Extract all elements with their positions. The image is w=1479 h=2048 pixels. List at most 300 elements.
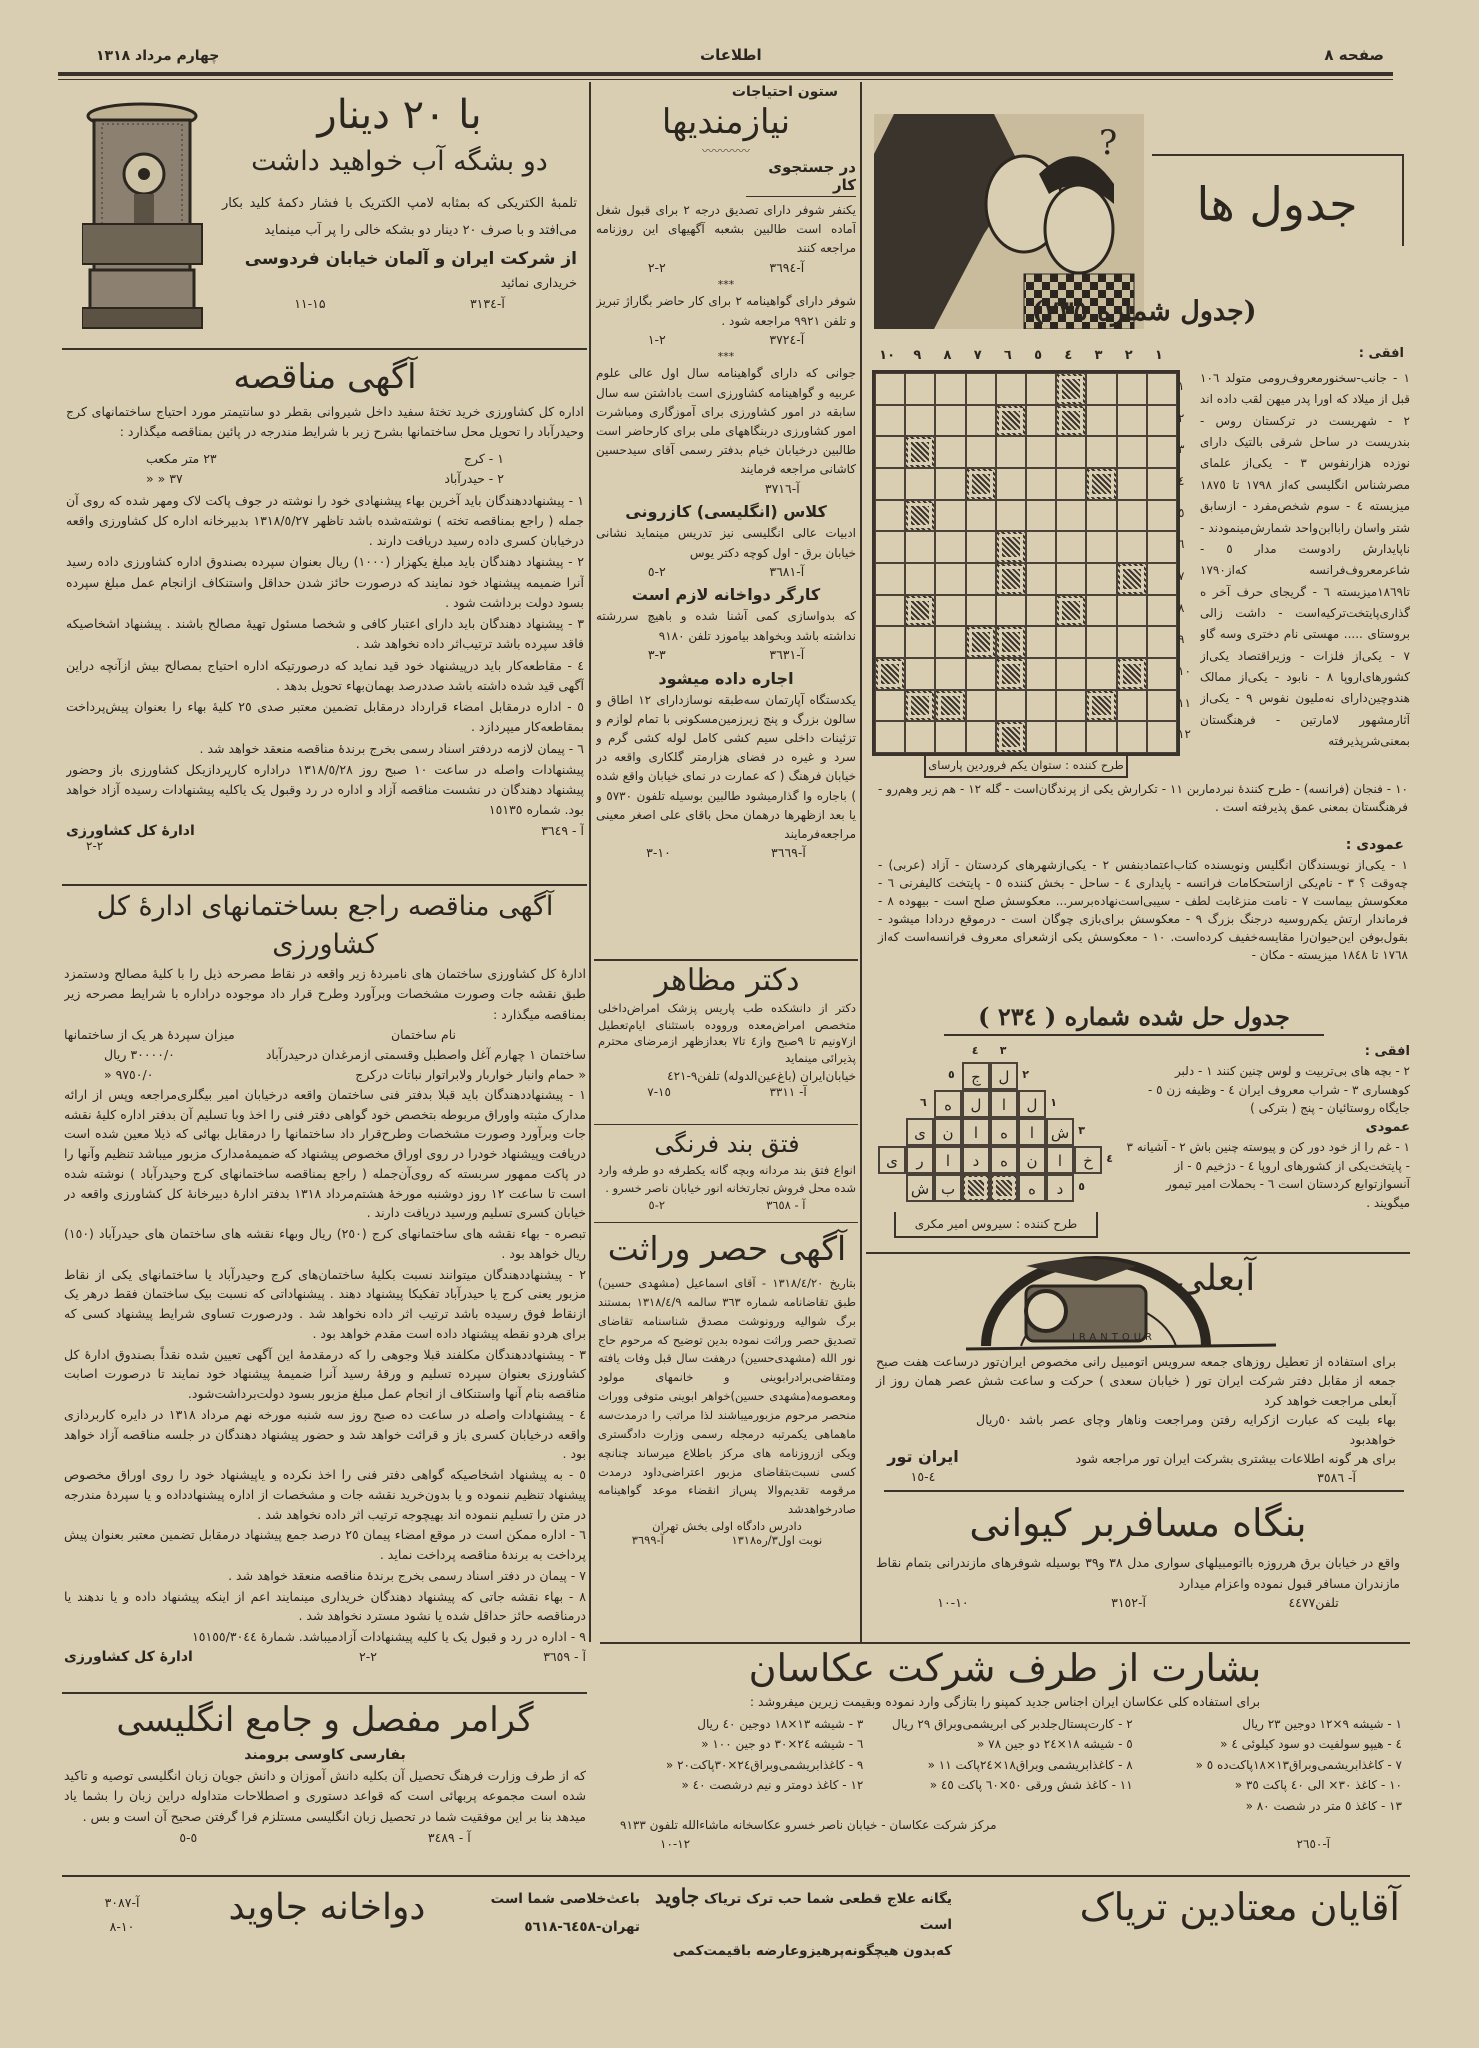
section-rule	[884, 1490, 1404, 1492]
paragraph: ٦ - پیمان لازمه دردفتر اسناد رسمی بخرج برندهٔ مناقصه منعقد خواهد شد .	[199, 740, 584, 756]
crossword-cell[interactable]	[1026, 436, 1056, 468]
crossword-cell[interactable]	[996, 690, 1026, 722]
across-clues-continued: ۱۰ - فنجان (فرانسه) - طرح کنندهٔ نبردماربن ۱۱ - تکرارش یکی از پرندگان‌است - گله ۱۲ - هم زیر وهم‌رو - فرهنگستان بمعنی عمق پذیرفته است .	[878, 782, 1408, 814]
crossword-cell[interactable]	[875, 595, 905, 627]
crossword-cell[interactable]	[875, 626, 905, 658]
crossword-cell[interactable]	[875, 436, 905, 468]
crossword-cell[interactable]	[966, 658, 996, 690]
crossword-cell[interactable]	[1086, 531, 1116, 563]
crossword-cell[interactable]	[875, 531, 905, 563]
paragraph: ۲ - پیشنهاددهندگان میتوانند نسبت بکلیهٔ ساختمان‌های کرج وحیدرآباد یا ساختمانهای یکی از نقاط مزبور یعنی کرج یا حیدرآباد تفکیکا پیشنهاد دهند . پیشنهاداتی که نسبت بیک ساختمان فقط درهر یک ازنقاط فوق رسیده باشد ترتیب اثر داده نخواهد شد . ودرصورت تساوی شرایط پیشنهاد کسی که برای هردو نقطه پیشنهاد داده است مقدم خواهد بود .	[64, 1266, 586, 1341]
svg-text:?: ?	[1099, 123, 1118, 163]
crossword-cell[interactable]	[1147, 658, 1177, 690]
crossword-cell[interactable]	[875, 721, 905, 753]
crossword-black-cell	[1086, 468, 1116, 500]
paragraph: پیشنهادات واصله در ساعت ۱۰ صبح روز ۱۳۱۸/٥/۲۸ دراداره کارپردازیکل کشاورزی باز وحضور پیشنهاد دهندگان در نشست مناقصه آزاد و اداره در رد وقبول یک یاکلیه پیشنهادات رسیده آزاد خواهد بود. شماره ۱٥۱۳٥	[66, 761, 584, 818]
crossword-cell[interactable]	[996, 468, 1026, 500]
across-clues: ۱ - جانب-سخنورمعروف‌رومی متولد ۱۰٦ قبل از میلاد که اورا پدر میهن لقب داده اند ۲ - شهریست در ترکستان روس - بندریست در ساحل شرقی بالتیک دارای نوزده هزارنفوس ۳ - یکی‌از علمای مصرشناس انگلیسی که‌از ۱۷۹۸ تا ۱۸۷٥ میزیسته ٤ - سوم شخص‌مفرد - ازسابق شتر واسان راباابن‌واحد شمارش‌مینمودند - ناپایدارش رادوست مدار ٥ - شاعرمعروف‌فرانسه که‌از۱۷۹۰ تا۱۸٦۹میزیسته ٦ - گریجای حرف آخر ه گذاری‌پایتخت‌ترکیه‌است - داشت زالی بروستای ..... مهستی نام دختری وسه گاو ۷ - یکی‌از فلزات - وزیراقتصاد یکی‌از کشورهای‌اروپا ۸ - نابود - یکی‌از ممالک هندوچین‌دارای نه‌ملیون نفوس ۹ - یکی‌از آثارمشهور لامارتین - فرهنگستان بمعنی‌شرپذیرفته	[1200, 371, 1410, 749]
ad-info: برای هر گونه اطلاعات بیشتری بشرکت ایران تور مراجعه شود	[1075, 1450, 1396, 1466]
column-label: ۱	[1154, 348, 1163, 363]
crossword-cell[interactable]	[905, 405, 935, 437]
ad-address: مرکز شرکت عکاسان - خیابان ناصر خسرو عکاسخانه ماشاءالله تلفون ۹۱۳۳	[620, 1817, 997, 1832]
crossword-cell[interactable]	[1117, 436, 1147, 468]
ad-body: برای استفاده از تعطیل روزهای جمعه سرویس اتومبیل رانی مخصوص ایران‌تور درساعت هفت صبح جمعه از مقابل دفتر شرکت ایران تور ( خیابان سعدی ) حرکت و ساعت شش عصر همان روز از آبعلی مراجعت خواهد کرد	[876, 1354, 1396, 1408]
solved-cell: د	[1046, 1174, 1074, 1202]
crossword-cell[interactable]	[1026, 500, 1056, 532]
price-item: ۱۳ - کاغذ ٥ متر در شصت ۸۰ «	[1245, 1798, 1402, 1813]
solved-label: ۳	[999, 1043, 1007, 1057]
crossword-cell[interactable]	[1147, 500, 1177, 532]
crossword-cell[interactable]	[935, 658, 965, 690]
crossword-cell[interactable]	[935, 563, 965, 595]
ad-run: ۷-۱٥	[647, 1084, 671, 1099]
banner-code: آ-۳۰۸۷	[104, 1895, 140, 1910]
crossword-cell[interactable]	[1056, 468, 1086, 500]
ad-code: آ-۳٦۸۱	[769, 563, 805, 579]
crossword-cell[interactable]	[1026, 405, 1056, 437]
column-label: ۲	[1124, 348, 1133, 363]
crossword-cell[interactable]	[905, 531, 935, 563]
row-label: ۱	[1178, 379, 1185, 393]
crossword-cell[interactable]	[966, 500, 996, 532]
crossword-cell[interactable]	[1026, 690, 1056, 722]
row-label: ٥	[1178, 505, 1185, 520]
ad-tail: خریداری نمائید	[500, 274, 577, 290]
paragraph-list	[66, 491, 584, 821]
solved-cell: ن	[934, 1118, 962, 1146]
crossword-cell[interactable]	[875, 563, 905, 595]
ad-title: دکتر مظاهر	[654, 963, 800, 998]
crossword-black-cell	[966, 626, 996, 658]
ornament-divider: 〰〰〰〰	[701, 144, 750, 158]
crossword-black-cell	[1056, 405, 1086, 437]
row-label: ٦	[1178, 537, 1185, 552]
solved-cell: ش	[906, 1174, 934, 1202]
heater-ad	[62, 84, 587, 346]
solved-label: ۳	[1078, 1123, 1085, 1137]
crossword-cell[interactable]	[1086, 595, 1116, 627]
crossword-black-cell	[1086, 690, 1116, 722]
tender-code: آ - ۳٦٥۹	[543, 1648, 586, 1664]
table-cell: ۳۰۰۰۰/۰ ریال	[104, 1046, 175, 1062]
paragraph: ۷ - پیمان در دفتر اسناد رسمی بخرج برندهٔ مناقصه منعقد خواهد شد .	[228, 1567, 586, 1583]
crossword-cell[interactable]	[966, 373, 996, 405]
solved-cell: د	[962, 1146, 990, 1174]
ad-code: آ-۳۷۲٤	[769, 331, 805, 347]
crossword-cell[interactable]	[1086, 563, 1116, 595]
crossword-black-cell	[996, 531, 1026, 563]
column-label: ٥	[1034, 348, 1043, 363]
abali-tour-ad	[866, 1254, 1410, 1490]
classified-ad	[596, 667, 856, 863]
ad-author: بفارسی کاوسی برومند	[244, 1747, 406, 1763]
banner-line1: یگانه علاج قطعی شما حب ترک تریاک	[703, 1891, 952, 1907]
paragraph: ۲ - پیشنهاد دهندگان باید مبلغ یکهزار (۱۰۰۰) ریال بعنوان سپرده بصندوق اداره کشاورزی داده رسید آنرا ضمیمه پیشنهاد خود نمایند که درصورت حائز شدن حداقل واستنکاف ازانجام عمل مبلغ سپرده بسود دولت برداشت شود .	[66, 554, 584, 610]
crossword-cell[interactable]	[996, 500, 1026, 532]
price-item: ۱۲ - کاغذ دومتر و نیم درشصت ٤۰ «	[681, 1778, 864, 1793]
ad-run: ۲-۲	[647, 259, 666, 275]
crossword-cell[interactable]	[1147, 468, 1177, 500]
table-header: میزان سپردهٔ هر یک از ساختمانها	[64, 1026, 235, 1042]
crossword-black-cell	[905, 436, 935, 468]
paragraph: ٥ - اداره درمقابل امضاء قرارداد درمقابل تضمین معتبر صدی ۲٥ کلیهٔ بهاء را بعنوان پیش‌پرداخت بمقاطعه‌کار میپردازد .	[66, 699, 584, 735]
separator-stars: ***	[717, 350, 735, 364]
solved-grid	[878, 1043, 1118, 1212]
crossword-cell[interactable]	[875, 373, 905, 405]
ad-body: که از طرف وزارت فرهنگ تحصیل آن بکلیه دانش آموزان و دانش جویان زبان انگلیسی توصیه و تاکید شده است مجموعه پربهائی است که قواعد دستوری و اصطلاحات متداوله دراین زبان را بشما یاد میدهد بنا بر این موفقیت شما در تحصیل زبان انگلیسی مستلزم فرا گرفتن صحیح آن است و بس .	[64, 1768, 586, 1824]
paragraph: تبصره - بهاء نقشه های ساختمانهای کرج (۲٥۰) ریال وبهاء نقشه های ساختمان های حیدرآباد (۱٥۰) ریال خواهد بود .	[64, 1226, 586, 1261]
row-label: ۲	[1178, 410, 1185, 425]
solved-cell: ا	[1018, 1118, 1046, 1146]
crossword-black-cell	[905, 500, 935, 532]
ad-code: آ - ۳٤۸۹	[427, 1829, 471, 1845]
banner-line3: که‌بدون هیچگونه‌پرهیزوعارضه باقیمت‌کمی	[672, 1943, 952, 1959]
crossword-black-cell	[966, 468, 996, 500]
issue-date: چهارم مرداد ۱۳۱۸	[96, 48, 220, 64]
logo-text: IRANTOUR	[1071, 1332, 1156, 1343]
row-label: ۸	[1178, 600, 1185, 615]
ad-title: کلاس (انگلیسی) کازرونی	[625, 502, 827, 522]
solved-cell: ل	[1018, 1090, 1046, 1118]
ad-title: فتق بند فرنگی	[654, 1130, 800, 1158]
ad-body: یکنفر شوفر دارای تصدیق درجه ۲ برای قبول شغل آماده است طالبین بشعبه آگهیهای این روزنامه مراجعه کنند	[596, 203, 856, 256]
crossword-cell[interactable]	[1117, 690, 1147, 722]
tender-intro: ادارهٔ کل کشاورزی ساختمان های نامبردهٔ زیر واقعه در نقاط مصرحه ذیل را با کلیهٔ مصالح ودستمزد طبق نقشه جات وصورت مشخصات وبرآورد وطرح قرار داد موجوده دراداره با شرایط مصرحه زیر بمناقصه میگذارد :	[64, 966, 586, 1022]
crossword-designer: طرح کننده : ستوان یکم فروردین پارسای	[924, 754, 1128, 778]
masthead-rule-thin	[58, 79, 1393, 80]
crossword-cell[interactable]	[1086, 721, 1116, 753]
section-rule	[62, 884, 587, 886]
crossword-cell[interactable]	[1147, 626, 1177, 658]
paragraph-list	[64, 1085, 586, 1647]
solved-cell: ی	[906, 1118, 934, 1146]
row-label: ۳	[1178, 442, 1185, 457]
crossword-black-cell	[1056, 373, 1086, 405]
keyvani-transport-ad	[866, 1494, 1410, 1640]
column-label: ٤	[1064, 348, 1073, 363]
classifieds-title: نیازمندیها	[661, 102, 791, 142]
paragraph: ۱ - پیشنهاددهندگان باید قبلا بدفتر فنی ساختمان واقعه درخیابان امیر بیگلری‌مراجعه وپس از ارائه مدارک مثبته واوراق مربوطه بتخصص خود گواهی دفتر فنی را اخذ وبا تسلیم آن بدفتر اداره کلیهٔ نقشه جات وبرآورد وصورت مشخصات وطرح‌قرار داد ساختمانها را درمقابل بهائی که ذیلا معین شده است دریافت وپیشنهاد خودرا در روی اوراق مخصوص پیشنهاد که ضمیمهٔ‌مدارک مزبور میباشد تنظیم وآنها را در پاکت ممهور سربسته که روی‌آن‌جمله ( راجع بمناقصه ساختمانهای کرج وحیدرآباد ) نوشته شده است تا ساعت ۱۲ روز دوشنبه مورخهٔ هشتم‌مرداد ۱۳۱۸ بدفتر ادارهٔ دبیرخانهٔ کل کشاورزی واقعه در خیابان کسری تسلیم ورسید دریافت دارند .	[64, 1086, 586, 1221]
crossword-cell[interactable]	[996, 436, 1026, 468]
crossword-cell[interactable]	[905, 658, 935, 690]
crossword-column-labels	[872, 348, 1174, 368]
ad-code: آ-۳۷۱٦	[764, 480, 800, 496]
section-rule	[62, 348, 587, 350]
across-heading: افقی :	[1358, 346, 1404, 361]
crossword-section-title: جدول ها	[1152, 154, 1404, 246]
table-cell: ساختمان ۱ چهارم آغل واصطبل وقسمتی ازمرغدان درحیدرآباد	[265, 1046, 586, 1062]
crossword-cell[interactable]	[1056, 721, 1086, 753]
crossword-black-cell	[996, 405, 1026, 437]
ad-body: که بدواسازی کمی آشنا شده و باهیچ سررشته نداشته باشد وبخواهد بیاموزد تلفن ۹۱۸۰	[596, 609, 856, 643]
tender-run: ۲-۲	[86, 838, 104, 853]
ad-run: ٤-۱٥	[910, 1469, 936, 1484]
crossword-cell[interactable]	[905, 563, 935, 595]
item-qty: ۲۳ متر مکعب	[146, 450, 217, 466]
crossword-cell[interactable]	[1056, 658, 1086, 690]
column-heading: ستون احتیاجات	[731, 84, 838, 100]
row-label: ۱۱	[1178, 695, 1191, 710]
solved-cell: ا	[990, 1090, 1018, 1118]
price-item: ٤ - هیپو سولفیت دو سود کیلوئی ٤ «	[1220, 1737, 1402, 1752]
ad-run: ۱۱-۱۵	[294, 295, 326, 311]
crossword-cell[interactable]	[966, 436, 996, 468]
crossword-black-cell	[1056, 595, 1086, 627]
ad-body: انواع فتق بند مردانه وبچه گانه یکطرفه دو طرفه وارد شده محل فروش تجارتخانه انور خیابان ناصر خسرو .	[598, 1163, 856, 1195]
solved-cell: ل	[990, 1062, 1018, 1090]
paragraph: ۳ - پیشنهاد دهندگان باید دارای اعتبار کافی و شخصا مسئول تهیهٔ مصالح باشند . پیشنهاد اشخاصیکه فاقد سپرده باشد ترتیب‌اثر داده نخواهد شد .	[66, 616, 584, 652]
building-table	[64, 1025, 586, 1085]
crossword-cell[interactable]	[935, 436, 965, 468]
crossword-cell[interactable]	[935, 405, 965, 437]
notice-title: آگهی حصر وراثت	[607, 1229, 847, 1268]
price-item: ۱ - شیشه ۹×۱۲ دوجین ۲۳ ریال	[1242, 1717, 1402, 1731]
ad-body: جوانی که دارای گواهینامه سال اول عالی علوم عربیه و گواهینامه کشاورزی است باداشتن سه سال سابقه در امور کشاورزی برای آموزگاری ومباشرت امور کشاورزی دربنگاههای ملی برای کارحاضر است طالبین درخیابان خیام بدفتر رسمی آقای سیدحسین کاشانی مراجعه فرمایند	[596, 366, 856, 477]
crossword-cell[interactable]	[905, 373, 935, 405]
crossword-cell[interactable]	[966, 721, 996, 753]
banner-run: ۸-۱۰	[109, 1919, 135, 1934]
price-item: ۸ - کاغذابریشمی وبراق۱۸×۲٤پاکت ۱۱ «	[927, 1757, 1133, 1772]
inheritance-notice	[598, 1224, 856, 1640]
section-rule	[62, 1875, 1410, 1877]
crossword-cell[interactable]	[1026, 721, 1056, 753]
crossword-cell[interactable]	[935, 500, 965, 532]
solved-cell: ج	[962, 1062, 990, 1090]
table-cell: « حمام وانبار خواربار ولابراتوار نباتات درکرج	[355, 1066, 586, 1082]
crossword-cell[interactable]	[1086, 373, 1116, 405]
crossword-cell[interactable]	[1026, 595, 1056, 627]
solved-black-cell	[962, 1174, 990, 1202]
solved-cell: ی	[878, 1146, 906, 1174]
down-clues: ۱ - یکی‌از نویسندگان انگلیس ونویسنده کتاب‌اعتماد‌بنفس ۲ - یکی‌ازشهرهای کردستان - آزاد (عربی) - چه‌وقت ؟ ۳ - نام‌یکی ازاستحکامات فرانسه - پایداری ٤ - ساحل - بخش کننده ٥ - پایتخت کالیفرنی ٦ - معکوسش بیماست ۷ - نامت منزغابت لطف - سیبی‌است‌نهاده‌برسر... معکوسش صلح است - بیهوده ۸ - فرماندار ارتش یکم‌روسیه درجنگ بزرگ ۹ - معکوسش برای‌بازی چوگان است - درموقع دردادا میشود - بقول‌بوفن این‌حیوان‌را مقایسه‌خفیف کرده‌است. ۱۰ - معکوسش یکی ازشعرای معروف فرانسه‌است که‌از ۱۷٦۸ تا ۱۸٤۸ میزیسته - مکان -	[878, 858, 1409, 962]
row-label: ۷	[1178, 569, 1185, 583]
price-item: ۹ - کاغذابریشمی‌وبراق۲٤×۳۰پاکت۲۰ «	[665, 1757, 864, 1772]
ad-body: یکدستگاه آپارتمان سه‌طبقه نوسازدارای ۱۲ اطاق و سالون بزرگ و پنج زیرزمین‌مسکونی با تمام لوازم و تزئینات داخلی سیم کشی کامل لوله کشی گرم و سرد و غیره در فضای هزارمتر گلکاری واقعه در خیابان فرهنگ ( که عمارت در نمای خیابان واقع شده ) باجاره وا گذارمیشود طالبین بوسیله تلفون ٥۷۳۰ و یا بعد ازظهرها درهمان محل باقای علی اصغر معینی مراجعه‌فرمایند	[596, 692, 856, 841]
ad-code: آ- ۳٥۸٦	[1317, 1470, 1356, 1486]
crossword-black-cell	[1117, 658, 1147, 690]
tender-signature: ادارهٔ کل کشاورزی	[64, 1648, 193, 1665]
ad-title: بشارت از طرف شرکت عکاسان	[748, 1646, 1262, 1690]
crossword-black-cell	[996, 563, 1026, 595]
down-heading: عمودی :	[1345, 837, 1404, 853]
crossword-cell[interactable]	[1026, 468, 1056, 500]
ad-price: بهاء بلیت که عبارت ازکرایه رفتن ومراجعت وناهار وچای عصر باشد ٥۰ریال خواهدبود	[976, 1412, 1396, 1447]
ad-title: با ۲۰ دینار	[317, 92, 482, 138]
crossword-grid	[872, 370, 1180, 756]
crossword-black-cell	[905, 595, 935, 627]
crossword-cell[interactable]	[1147, 405, 1177, 437]
crossword-cell[interactable]	[1086, 626, 1116, 658]
banner-line4: باعث‌خلاصی شما است	[490, 1891, 640, 1907]
section-rule	[62, 1692, 587, 1694]
item-place: ۱ - کرج	[463, 450, 504, 466]
crossword-cell[interactable]	[1026, 531, 1056, 563]
crossword-cell[interactable]	[1086, 405, 1116, 437]
ad-seller: از شرکت ایران و آلمان خیابان فردوسی	[244, 248, 577, 269]
tender-intro: اداره کل کشاورزی خرید تختهٔ سفید داخل شیروانی بقطر دو سانتیمتر مورد احتیاج ساختمانهای کرج وحیدرآباد را تحویل محل ساختمانها بشرح زیر با شرایط مندرجه در پائین بمناقصه میگذارد :	[66, 404, 584, 440]
tender-signature: ادارهٔ کل کشاورزی	[66, 822, 195, 839]
price-item: ۱۱ - کاغذ شش ورقی ٥۰×٦۰ پاکت ٤٥ «	[929, 1778, 1133, 1793]
solved-cell: ه	[990, 1118, 1018, 1146]
solved-cell: ه	[934, 1090, 962, 1118]
crossword-black-cell	[905, 690, 935, 722]
crossword-cell[interactable]	[905, 626, 935, 658]
crossword-cell[interactable]	[1117, 405, 1147, 437]
ad-title: آبعلی	[1176, 1258, 1256, 1299]
solved-crossword	[864, 1000, 1414, 1252]
solved-designer: طرح کننده : سیروس امیر مکری	[894, 1212, 1098, 1238]
crossword-cell[interactable]	[966, 563, 996, 595]
ad-run: ۱۰-۱۲	[660, 1836, 691, 1851]
grammar-book-ad	[64, 1696, 586, 1872]
price-item: ۷ - کاغذابریشمی‌وبراق۱۳×۱۸پاکت‌ده ٥ «	[1195, 1757, 1402, 1772]
crossword-cell[interactable]	[1117, 373, 1147, 405]
solved-cell: ل	[962, 1090, 990, 1118]
ad-code: آ-۳٦٦۹	[771, 845, 806, 861]
crossword-cell[interactable]	[1117, 595, 1147, 627]
crossword-cell[interactable]	[996, 373, 1026, 405]
banner-brand-small: جاوید	[655, 1884, 700, 1908]
crossword-cell[interactable]	[1056, 626, 1086, 658]
crossword-cell[interactable]	[1086, 436, 1116, 468]
table-cell: ۹۷٥۰/۰ «	[104, 1066, 154, 1082]
solved-label: ٥	[948, 1067, 955, 1081]
crossword-cell[interactable]	[1117, 721, 1147, 753]
crossword-section	[864, 84, 1414, 999]
crossword-black-cell	[935, 690, 965, 722]
paragraph: ۱ - پیشنهاددهندگان باید آخرین بهاء پیشنهادی خود را نوشته در جوف پاکت لاک ومهر شده که روی آن جمله ( راجع بمناقصه تخته ) نوشته‌شده باشد تاظهر ۱۳۱۸/٥/۲۷ بدبیرخانه اداره کل کشاورزی واقعه درخیابان کسری داده رسید دریافت دارند .	[66, 492, 584, 548]
section-rule	[594, 1124, 858, 1125]
solved-cell: ا	[934, 1146, 962, 1174]
ad-subtitle: دو بشگه آب خواهید داشت	[251, 146, 548, 177]
crossword-cell[interactable]	[1117, 531, 1147, 563]
crossword-cell[interactable]	[1056, 436, 1086, 468]
ad-run: ۱-۲	[647, 331, 666, 347]
crossword-cell[interactable]	[1147, 563, 1177, 595]
ad-address: خیابان‌ایران (باغ‌عین‌الدوله) تلفن۹-٤۲۱	[667, 1068, 856, 1083]
price-item: ٥ - شیشه ۱۸×۲٤ دو جین ۷۸ «	[976, 1737, 1133, 1752]
crossword-cell[interactable]	[996, 595, 1026, 627]
column-label: ۸	[943, 348, 952, 363]
crossword-cell[interactable]	[935, 595, 965, 627]
paragraph: ۸ - بهاء نقشه جاتی که پیشنهاد دهندگان خریداری مینمایند اعم از اینکه پیشنهاد داده و یا ندهند یا درمناقصه حائز حداقل شده یا نشود مسترد نخواهد شد .	[64, 1588, 586, 1624]
price-item: ۱۰ - کاغذ ۳۰× الی ٤۰ پاکت ۳٥ «	[1234, 1778, 1402, 1793]
masthead-rule	[58, 72, 1393, 76]
ad-code: آ-۳۱۳٤	[469, 295, 505, 311]
crossword-cell[interactable]	[875, 468, 905, 500]
ad-code: آ-۳٦۹٤	[769, 259, 805, 275]
banner-headline: آقایان معتادین تریاک	[1079, 1885, 1400, 1929]
item-qty: ۳۷ « «	[146, 470, 183, 486]
crossword-cell[interactable]	[966, 405, 996, 437]
ad-run: ۳-۳	[647, 646, 666, 662]
ad-brand: ایران تور	[887, 1447, 959, 1466]
ad-code: آ - ۳٦٥۸	[766, 1197, 806, 1212]
ad-run: ٥-٥	[179, 1829, 198, 1845]
crossword-cell[interactable]	[1147, 690, 1177, 722]
ad-run: ۳-۱۰	[646, 845, 671, 861]
solved-cell: ش	[1046, 1118, 1074, 1146]
ad-body: تلمبهٔ الکتریکی که بمثابه لامپ الکتریک با فشار دکمهٔ کلید بکار می‌افتد و با صرف ۲۰ دینار دو بشکه خالی را پر آب مینماید	[222, 196, 577, 239]
crossword-cell[interactable]	[1056, 531, 1086, 563]
ad-body: واقع در خیابان برق هرروزه بااتومبیلهای سواری مدل ۳۸ و۳۹ بوسیله شوفرهای مازندرانی بتمام نقاط مازندران مسافر قبول نموده واعزام میدارد	[876, 1555, 1400, 1592]
crossword-cell[interactable]	[966, 595, 996, 627]
crossword-cell[interactable]	[1117, 468, 1147, 500]
crossword-cell[interactable]	[1086, 500, 1116, 532]
tender-items	[146, 449, 504, 489]
solved-across-heading: افقی :	[1364, 1044, 1410, 1059]
crossword-cell[interactable]	[966, 690, 996, 722]
crossword-cell[interactable]	[875, 690, 905, 722]
table-header: نام ساختمان	[391, 1026, 456, 1042]
solved-label: ۲	[1022, 1067, 1029, 1081]
crossword-cell[interactable]	[1026, 658, 1056, 690]
crossword-black-cell	[1117, 563, 1147, 595]
crossword-cell[interactable]	[905, 721, 935, 753]
ad-title: کارگر دواخانه لازم است	[631, 585, 821, 605]
crossword-cell[interactable]	[1147, 595, 1177, 627]
crossword-cell[interactable]	[1056, 563, 1086, 595]
crossword-cell[interactable]	[875, 500, 905, 532]
notice-code: آ-۳٦۹۹	[631, 1533, 664, 1548]
paragraph: ٦ - اداره ممکن است در موقع امضاء پیمان ۲٥ درصد جمع پیشنهاد درمقابل تضمین معتبر بعنوان پیش پرداخت به برندهٔ مناقصه پرداخت نماید .	[64, 1527, 586, 1562]
solved-label: ٤	[1106, 1151, 1113, 1165]
crossword-cell[interactable]	[1147, 373, 1177, 405]
crossword-cell[interactable]	[1026, 626, 1056, 658]
crossword-cell[interactable]	[1026, 563, 1056, 595]
crossword-cell[interactable]	[935, 721, 965, 753]
crossword-row-labels	[1178, 373, 1196, 753]
classified-ad	[596, 279, 856, 349]
crossword-cell[interactable]	[1086, 658, 1116, 690]
crossword-cell[interactable]	[1056, 690, 1086, 722]
crossword-cell[interactable]	[935, 468, 965, 500]
crossword-cell[interactable]	[1117, 500, 1147, 532]
paragraph: ٥ - به پیشنهاد اشخاصیکه گواهی دفتر فنی را اخذ نکرده و یاپیشنهاد خود را روی اوراق مخصوص پیشنهاد تنظیم ننموده و یا بدون‌خرید نقشه جات و مشخصات از اداره پیشنهادداده و یا سپردهٔ مندرجه در متن را تسلیم ننموده اند بهیچوجه ترتیب اثر داده نخواهد شد .	[64, 1467, 586, 1522]
crossword-black-cell	[996, 626, 1026, 658]
paragraph: ۹ - اداره در رد و قبول یک یا کلیه پیشنهادات آزادمیباشد. شمارهٔ ۱٥۱٥٥/۳۰٤٤	[192, 1629, 586, 1644]
crossword-cell[interactable]	[1117, 626, 1147, 658]
crossword-cell[interactable]	[1147, 531, 1177, 563]
tender-title: آگهی مناقصه راجع بساختمانهای ادارهٔ کل کشاورزی	[96, 891, 554, 960]
crossword-cell[interactable]	[935, 531, 965, 563]
banner-phone: تهران-٦٤٥۸-٥٦۱۸	[524, 1919, 640, 1935]
crossword-cell[interactable]	[905, 468, 935, 500]
crossword-cell[interactable]	[1056, 500, 1086, 532]
column-divider	[860, 82, 862, 1642]
solved-title: جدول حل شده شماره ( ۲۳٤ )	[944, 1002, 1324, 1036]
price-item: ۳ - شیشه ۱۳×۱۸ دوجین ٤۰ ریال	[697, 1717, 864, 1731]
classified-ad	[596, 351, 856, 498]
solved-cell: خ	[1074, 1146, 1102, 1174]
crossword-cell[interactable]	[1026, 373, 1056, 405]
column-divider	[589, 82, 591, 1642]
crossword-cell[interactable]	[1147, 436, 1177, 468]
crossword-cell[interactable]	[935, 373, 965, 405]
solved-cell: ب	[934, 1174, 962, 1202]
notice-body: بتاریخ ۱۳۱۸/٤/۲۰ - آقای اسماعیل (مشهدی حسین) طبق تقاضانامه شماره ۳٦۳ سالمه ۱۳۱۸/٤/۹ بمستند برگ شوالیه ورونوشت مصدق شناسنامه تقاضای تصدیق حصر وراثت نموده بدین توضیح که مرحوم حاج نور الله (مشهدی‌حسین) درهفت سال قبل وفات یافته ومتقاضی‌برادرابوینی و خانمهای مولود ومعصومه(مشهدی حسین)خواهر ابوینی متوفی وورات منحصر مرحوم مزبورمیباشند لذا مراتب را درمدت‌سه ماهماهی یکمرتبه درمجله رسمی وزارت دادگستری ویکی ازروزنامه های مرکز باطلاع میرساند چنانچه کسی نسبت‌بتقاضای مزبور اعتراضی‌داود درمدت مرقومه تقدیم‌والا پس‌از انقضاء موعد گواهینامه صادرخواهدشد	[598, 1276, 856, 1517]
price-item: ۲ - کارت‌پستال‌جلدبر کی ابریشمی‌وبراق ۲۹ ریال	[892, 1717, 1133, 1731]
crossword-cell[interactable]	[935, 626, 965, 658]
classified-ad	[596, 500, 856, 581]
doctor-ad	[598, 962, 856, 1122]
crossword-title: (جدول شماره ۲۳٥)	[1031, 296, 1257, 327]
crossword-cell[interactable]	[875, 405, 905, 437]
crossword-cell[interactable]	[966, 531, 996, 563]
crossword-cell[interactable]	[1147, 721, 1177, 753]
solved-cell: ا	[962, 1118, 990, 1146]
paragraph: ٤ - پیشنهادات واصله در ساعت ده صبح روز سه شنبه مورخه نهم مرداد ۱۳۱۸ در دایره کاربردازی واقعه درخیابان کسری باز و قرائت خواهد شد و حضور پیشنهاد دهندگان در جلسه مناقصه آزاد خواهد بود .	[64, 1406, 586, 1462]
